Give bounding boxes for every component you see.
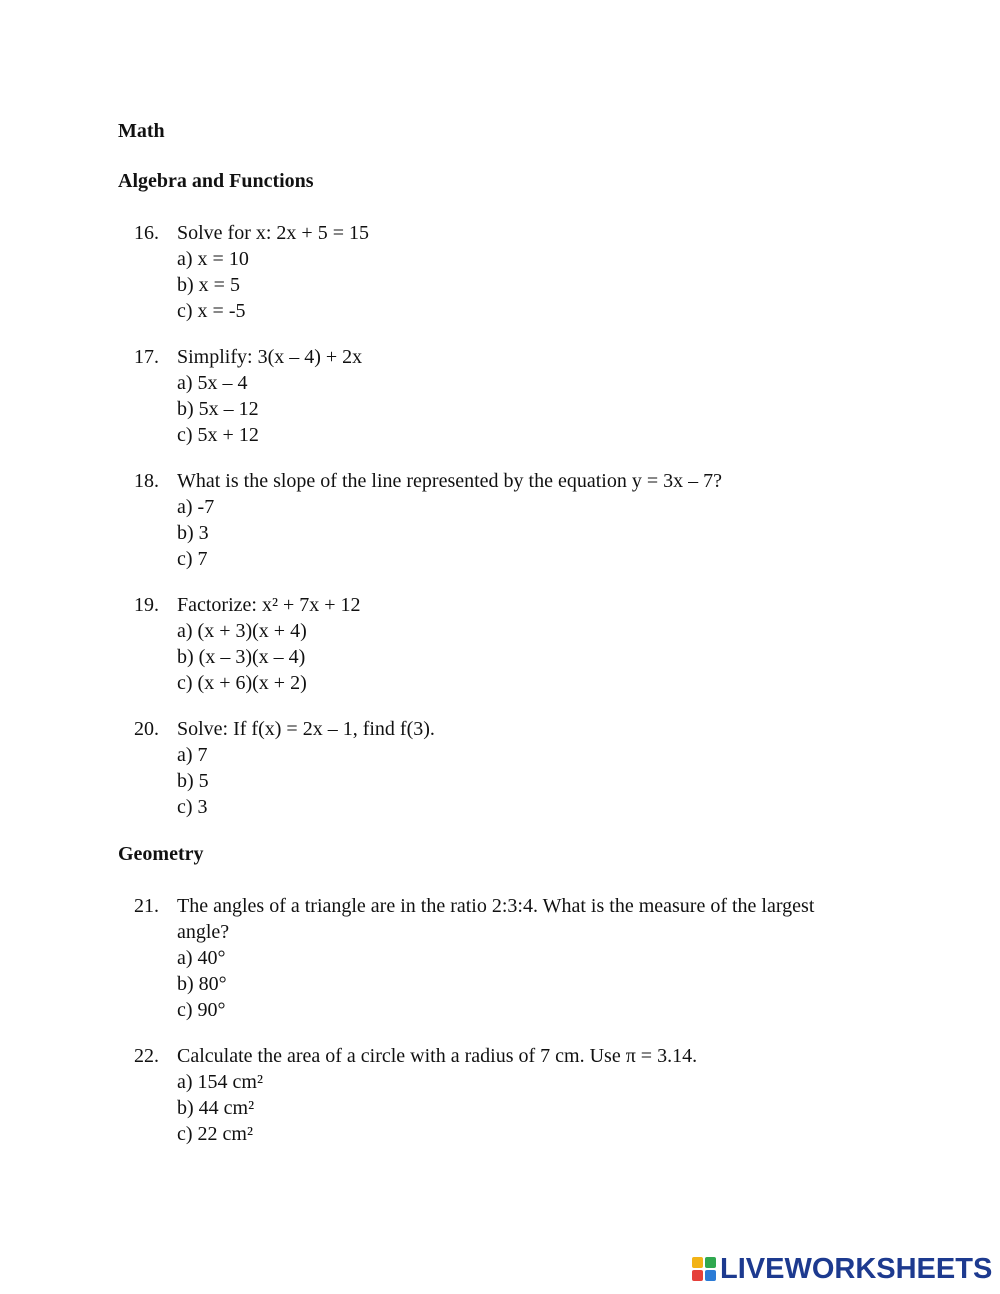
question-text: Factorize: x² + 7x + 12 (177, 594, 361, 616)
option-b: b) x = 5 (177, 274, 240, 296)
option-b: b) 5 (177, 770, 209, 792)
option-c: c) 90° (177, 999, 226, 1021)
logo-mark-square (692, 1270, 703, 1281)
option-a: a) 40° (177, 947, 226, 969)
option-a: a) -7 (177, 496, 215, 518)
liveworksheets-logo (692, 1254, 992, 1284)
question-number: 19. (134, 594, 159, 616)
logo-mark-square (705, 1270, 716, 1281)
section-heading-algebra: Algebra and Functions (118, 170, 314, 192)
question-text: Solve: If f(x) = 2x – 1, find f(3). (177, 718, 435, 740)
option-a: a) 5x – 4 (177, 372, 248, 394)
question-number: 21. (134, 895, 159, 917)
question-number: 18. (134, 470, 159, 492)
question-body (177, 716, 867, 820)
option-a: a) (x + 3)(x + 4) (177, 620, 307, 642)
question-number: 17. (134, 346, 159, 368)
question-number: 20. (134, 718, 159, 740)
question-text: What is the slope of the line represented by the equation y = 3x – 7? (177, 470, 723, 492)
option-c: c) 22 cm² (177, 1123, 253, 1145)
question-number: 22. (134, 1045, 159, 1067)
question-body (177, 1043, 867, 1147)
option-a: a) 7 (177, 744, 208, 766)
question-body (177, 220, 867, 324)
question-text: Simplify: 3(x – 4) + 2x (177, 346, 363, 368)
question-text: Calculate the area of a circle with a radius of 7 cm. Use π = 3.14. (177, 1045, 698, 1067)
option-a: a) x = 10 (177, 248, 249, 270)
option-b: b) 3 (177, 522, 209, 544)
question-number: 16. (134, 222, 159, 244)
option-c: c) (x + 6)(x + 2) (177, 672, 307, 694)
option-c: c) 7 (177, 548, 208, 570)
logo-mark-icon (692, 1257, 716, 1281)
option-b: b) (x – 3)(x – 4) (177, 646, 306, 668)
logo-mark-square (692, 1257, 703, 1268)
logo-text: LIVEWORKSHEETS (720, 1253, 993, 1285)
question-text: The angles of a triangle are in the ratio 2:3:4. What is the measure of the largest angle? (177, 895, 815, 943)
option-b: b) 44 cm² (177, 1097, 255, 1119)
question-text: Solve for x: 2x + 5 = 15 (177, 222, 369, 244)
question-body (177, 468, 867, 572)
option-a: a) 154 cm² (177, 1071, 263, 1093)
logo-mark-square (705, 1257, 716, 1268)
option-b: b) 5x – 12 (177, 398, 259, 420)
question-body (177, 893, 867, 1023)
question-body (177, 592, 867, 696)
option-c: c) 5x + 12 (177, 424, 259, 446)
section-heading-geometry: Geometry (118, 843, 204, 865)
option-c: c) 3 (177, 796, 208, 818)
option-b: b) 80° (177, 973, 227, 995)
option-c: c) x = -5 (177, 300, 246, 322)
page-title: Math (118, 120, 165, 142)
question-body (177, 344, 867, 448)
